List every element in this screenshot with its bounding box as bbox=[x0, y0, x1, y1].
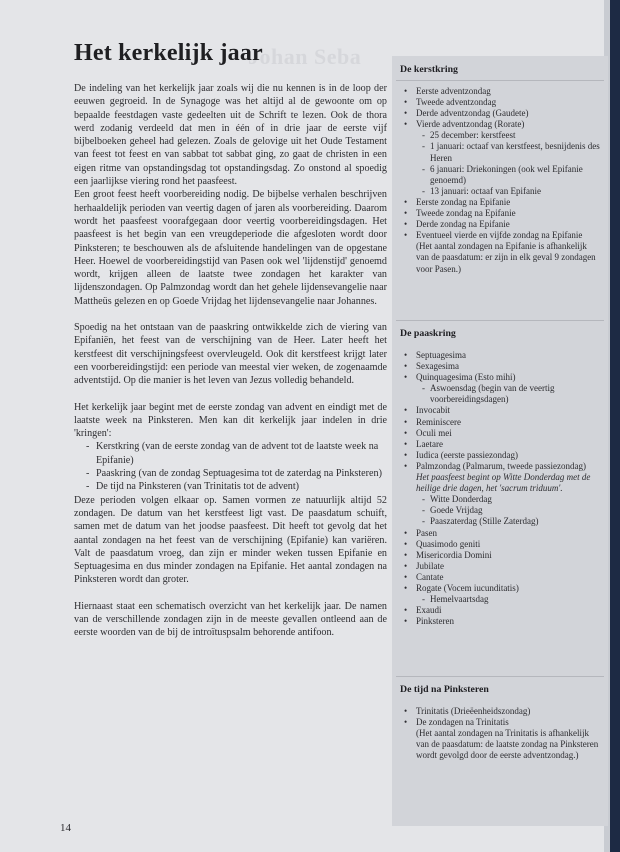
sub-item: - 25 december: kerstfeest bbox=[400, 130, 600, 141]
list-item: (Het aantal zondagen na Trinitatis is afhankelijk van de paasdatum: de laatste zondag na Pinksteren wordt gevolgd door de eerste adventzondag.) bbox=[416, 728, 599, 761]
list-item: - Kerstkring (van de eerste zondag van de advent tot de laatste week na Epifanie) bbox=[86, 440, 387, 467]
page-title: Het kerkelijk jaar bbox=[74, 40, 263, 66]
list-item: • Eerste adventzondag bbox=[400, 86, 600, 97]
list-item: • Pinksteren bbox=[400, 616, 600, 627]
paragraph-3: Spoedig na het ontstaan van de paaskring ontwikkelde zich de viering van Epifaniën, het feest van de verschijning van de Heer. Later heeft het kerstfeest dit verschijningsfeest overvleugeld. Ook dit kerstfeest krijgt later een voorbereidingstijd: een periode van meestal vier weken, de zogenaamde adventstijd. Op die manier is het leven van Jezus volledig behandeld. bbox=[74, 322, 387, 387]
show-through-text: Johan Seba bbox=[248, 44, 362, 69]
list-item: • Pasen bbox=[400, 528, 600, 539]
heading-tijd-na-pinksteren: De tijd na Pinksteren bbox=[400, 684, 489, 695]
divider bbox=[396, 676, 604, 677]
list-tijd-na-pinksteren bbox=[400, 706, 600, 761]
sub-item: - Goede Vrijdag bbox=[400, 505, 600, 516]
list-item: • Eventueel vierde en vijfde zondag na Epifanie (Het aantal zondagen na Epifanie is afhankelijk van de paasdatum: er zijn in elk geval 9 zondagen voor Pasen.) bbox=[400, 230, 600, 274]
list-item: • Rogate (Vocem iucunditatis) bbox=[400, 583, 600, 594]
sub-item: - 1 januari: octaaf van kerstfeest, besnijdenis des Heren bbox=[400, 141, 600, 163]
list-item: • Palmzondag (Palmarum, tweede passiezondag) bbox=[400, 461, 600, 472]
page-number: 14 bbox=[60, 822, 71, 834]
kringen-list bbox=[74, 440, 387, 493]
list-item: - De tijd na Pinksteren (van Trinitatis tot de advent) bbox=[86, 480, 387, 493]
list-item: • Laetare bbox=[400, 439, 600, 450]
paragraph-6: Hiernaast staat een schematisch overzicht van het kerkelijk jaar. De namen van de verschillende zondagen zijn in de meeste gevallen ontleend aan de eerste woorden van de bij de introïtuspsalm behorende antifoon. bbox=[74, 600, 387, 639]
list-paaskring bbox=[400, 350, 600, 627]
list-item: • Reminiscere bbox=[400, 417, 600, 428]
paragraph-2: Een groot feest heeft voorbereiding nodig. De bijbelse verhalen beschrijven herhaaldelijk perioden van veertig dagen of jaren als voorbereiding. Daarom wordt het paasfeest voorafgegaan door veertig voorbereidingsdagen. Het paasfeest is het begin van een vreugdeperiode die afgesloten wordt door Pinksteren; te beschouwen als de afsluitende handelingen van de opgestane Heer. Hoewel de voorbereidingstijd van Pasen ook wel 'lijdenstijd' genoemd wordt, krijgen alleen de laatste twee zondagen het karakter van lijdenszondagen. Op Palmzondag wordt dan het gehele lijdensevangelie naar Mattheüs gelezen en op Goede Vrijdag het lijdensevangelie naar Johannes. bbox=[74, 189, 387, 307]
list-item: • Derde zondag na Epifanie bbox=[400, 219, 600, 230]
heading-paaskring: De paaskring bbox=[400, 328, 456, 339]
main-text bbox=[74, 82, 387, 640]
paragraph-5: Deze perioden volgen elkaar op. Samen vormen ze natuurlijk altijd 52 zondagen. De datum van het kerstfeest ligt vast. De paasdatum schuift, samen met de datum van het joodse paasfeest. Dit heeft tot gevolg dat het aantal zondagen na het feest van de verschijning (Epifanie) kan variëren. Valt de paasdatum vroeg, dan zijn er minder weken tussen Epifanie en Septuagesima en dus minder zondagen na Epifanie. Het aantal zondagen na Pinksteren wordt dan groter. bbox=[74, 494, 387, 586]
list-item: • Jubilate bbox=[400, 561, 600, 572]
list-item: • Derde adventzondag (Gaudete) bbox=[400, 108, 600, 119]
paragraph-4: Het kerkelijk jaar begint met de eerste zondag van advent en eindigt met de laatste week na Pinksteren. Men kan dit kerkelijk jaar indelen in drie 'kringen': bbox=[74, 401, 387, 440]
list-kerstkring bbox=[400, 86, 600, 275]
sub-item: - Aswoensdag (begin van de veertig voorbereidingsdagen) bbox=[400, 383, 600, 405]
list-item: • Quasimodo geniti bbox=[400, 539, 600, 550]
sub-item: - Witte Donderdag bbox=[400, 494, 600, 505]
sub-item: - Hemelvaartsdag bbox=[400, 594, 600, 605]
list-item: • De zondagen na Trinitatis bbox=[400, 717, 600, 728]
list-item: • Vierde adventzondag (Rorate) bbox=[400, 119, 600, 130]
list-item: • Quinquagesima (Esto mihi) bbox=[400, 372, 600, 383]
list-item: • Eerste zondag na Epifanie bbox=[400, 197, 600, 208]
list-item: • Tweede adventzondag bbox=[400, 97, 600, 108]
list-item: • Misericordia Domini bbox=[400, 550, 600, 561]
list-item: • Exaudi bbox=[400, 605, 600, 616]
paragraph-1: De indeling van het kerkelijk jaar zoals wij die nu kennen is in de loop der eeuwen gegroeid. In de Synagoge was het altijd al de gewoonte om op bepaalde feestdagen vaste gedeelten uit de Schrift te lezen. Ook de thora werd zodanig verdeeld dat men in één of in drie jaar de eerste vijf bijbelboeken geheel had gelezen. Zoals de gelovige uit het Oude Testament van feest tot feest en van sabbat tot sabbat ging, zo gaat de christen in een eigen ritme van opstandingsdag tot opstandingsdag. Zo onstond al spoedig een jaarlijkse viering rond het paasfeest. bbox=[74, 83, 387, 188]
sub-item: - 13 januari: octaaf van Epifanie bbox=[400, 186, 600, 197]
list-item: • Cantate bbox=[400, 572, 600, 583]
sub-item: - 6 januari: Driekoningen (ook wel Epifanie genoemd) bbox=[400, 164, 600, 186]
divider bbox=[396, 320, 604, 321]
sub-item: - Paaszaterdag (Stille Zaterdag) bbox=[400, 516, 600, 527]
list-item: • Trinitatis (Drieëenheidszondag) bbox=[400, 706, 600, 717]
list-item: • Septuagesima bbox=[400, 350, 600, 361]
divider bbox=[396, 80, 604, 81]
list-item: • Oculi mei bbox=[400, 428, 600, 439]
list-item: • Iudica (eerste passiezondag) bbox=[400, 450, 600, 461]
list-item: - Paaskring (van de zondag Septuagesima tot de zaterdag na Pinksteren) bbox=[86, 467, 387, 480]
list-item: • Tweede zondag na Epifanie bbox=[400, 208, 600, 219]
list-item: Het paasfeest begint op Witte Donderdag met de heilige drie dagen, het 'sacrum triduum'. bbox=[416, 472, 591, 494]
list-item: • Sexagesima bbox=[400, 361, 600, 372]
heading-kerstkring: De kerstkring bbox=[400, 64, 458, 75]
list-item: • Invocabit bbox=[400, 405, 600, 416]
